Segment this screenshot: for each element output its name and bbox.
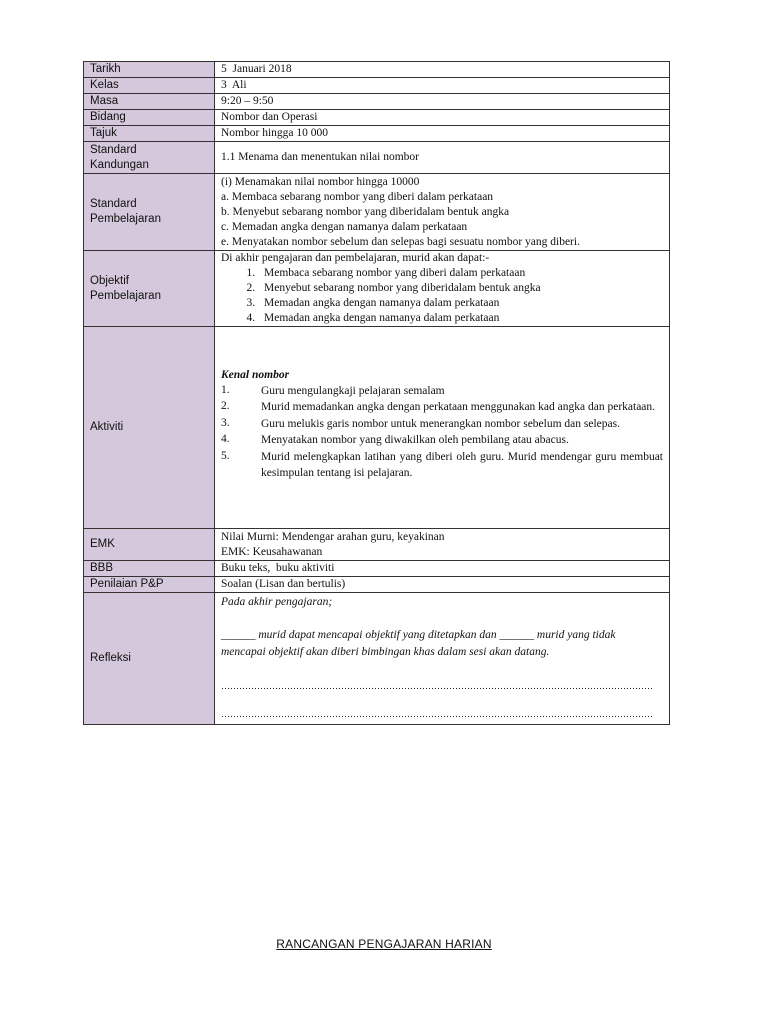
refleksi-line: Pada akhir pengajaran; xyxy=(221,596,333,608)
label-objektif xyxy=(84,251,215,327)
value-standard-pembelajaran xyxy=(215,174,670,251)
label-tajuk: Tajuk xyxy=(84,126,215,142)
value-penilaian: Soalan (Lisan dan bertulis) xyxy=(215,577,670,593)
emk-line: EMK: Keusahawanan xyxy=(221,545,323,558)
value-kelas: 3 Ali xyxy=(215,78,670,94)
item-number: 5. xyxy=(221,449,230,462)
value-masa: 9:20 – 9:50 xyxy=(215,94,670,110)
item-text: Guru mengulangkaji pelajaran semalam xyxy=(261,384,445,397)
objektif-intro: Di akhir pengajaran dan pembelajaran, murid akan dapat:- xyxy=(221,252,490,264)
list-item xyxy=(221,383,663,400)
label-aktiviti: Aktiviti xyxy=(84,327,215,529)
label-line: Objektif xyxy=(90,274,129,287)
row-bidang xyxy=(84,110,670,126)
refleksi-dotted-line: ……………………………………………………………………………………………………………………………… xyxy=(221,709,653,719)
item-number: 2. xyxy=(221,400,230,412)
value-standard-kandungan: 1.1 Menama dan menentukan nilai nombor xyxy=(215,142,670,174)
refleksi-line: ______ murid dapat mencapai objektif yang ditetapkan dan ______ murid yang tidak xyxy=(221,629,616,641)
row-objektif xyxy=(84,251,670,327)
item-text: Murid melengkapkan latihan yang diberi oleh guru. Murid mendengar guru membuat kesimpulan tentang isi pelajaran. xyxy=(261,450,663,479)
value-tarikh: 5 Januari 2018 xyxy=(215,62,670,78)
label-emk: EMK xyxy=(84,529,215,561)
label-tarikh: Tarikh xyxy=(84,62,215,78)
value-bbb: Buku teks, buku aktiviti xyxy=(215,561,670,577)
refleksi-dotted-line: ……………………………………………………………………………………………………………………………… xyxy=(221,681,653,691)
list-item xyxy=(221,399,663,416)
aktiviti-list xyxy=(221,383,663,482)
sp-line: a. Membaca sebarang nombor yang diberi dalam perkataan xyxy=(221,190,494,203)
list-item: 3. Memadan angka dengan namanya dalam perkataan xyxy=(258,296,663,311)
refleksi-line: mencapai objektif akan diberi bimbingan khas dalam sesi akan datang. xyxy=(221,646,550,658)
item-text: Guru melukis garis nombor untuk menerangkan nombor sebelum dan selepas. xyxy=(261,417,620,430)
row-kelas xyxy=(84,78,670,94)
row-standard-kandungan xyxy=(84,142,670,174)
row-tarikh xyxy=(84,62,670,78)
aktiviti-heading: Kenal nombor xyxy=(221,368,290,381)
item-number: 1. xyxy=(221,383,230,396)
list-item: 4. Memadan angka dengan namanya dalam perkataan xyxy=(258,311,663,326)
list-item xyxy=(221,432,663,449)
list-item: 2. Menyebut sebarang nombor yang diberidalam bentuk angka xyxy=(258,281,663,296)
label-standard-kandungan xyxy=(84,142,215,174)
label-line: Kandungan xyxy=(90,158,149,171)
row-standard-pembelajaran xyxy=(84,174,670,251)
value-emk xyxy=(215,529,670,561)
label-bidang: Bidang xyxy=(84,110,215,126)
label-line: Standard xyxy=(90,198,137,210)
row-refleksi xyxy=(84,593,670,725)
value-refleksi xyxy=(215,593,670,725)
label-refleksi: Refleksi xyxy=(84,593,215,725)
value-bidang: Nombor dan Operasi xyxy=(215,110,670,126)
list-item xyxy=(221,449,663,482)
objektif-list xyxy=(221,266,663,326)
list-item xyxy=(221,416,663,433)
sp-line: b. Menyebut sebarang nombor yang diberidalam bentuk angka xyxy=(221,205,510,218)
list-item: 1. Membaca sebarang nombor yang diberi dalam perkataan xyxy=(258,266,663,281)
label-bbb: BBB xyxy=(84,561,215,577)
emk-line: Nilai Murni: Mendengar arahan guru, keyakinan xyxy=(221,530,445,543)
page-title: RANCANGAN PENGAJARAN HARIAN xyxy=(276,937,492,951)
row-tajuk xyxy=(84,126,670,142)
label-kelas: Kelas xyxy=(84,78,215,94)
row-emk xyxy=(84,529,670,561)
label-line: Standard xyxy=(90,143,137,156)
item-text: Menyatakan nombor yang diwakilkan oleh pembilang atau abacus. xyxy=(261,434,569,446)
row-penilaian xyxy=(84,577,670,593)
label-masa: Masa xyxy=(84,94,215,110)
sp-line: e. Menyatakan nombor sebelum dan selepas bagi sesuatu nombor yang diberi. xyxy=(221,235,580,248)
value-objektif xyxy=(215,251,670,327)
value-tajuk: Nombor hingga 10 000 xyxy=(215,126,670,142)
item-number: 4. xyxy=(221,433,230,445)
sp-line: (i) Menamakan nilai nombor hingga 10000 xyxy=(221,175,420,188)
label-line: Pembelajaran xyxy=(90,289,161,302)
item-text: Murid memadankan angka dengan perkataan menggunakan kad angka dan perkataan. xyxy=(261,401,656,413)
row-aktiviti xyxy=(84,327,670,529)
value-aktiviti xyxy=(215,327,670,529)
label-line: Pembelajaran xyxy=(90,213,161,225)
item-number: 3. xyxy=(221,416,230,429)
label-penilaian: Penilaian P&P xyxy=(84,577,215,593)
lesson-plan-table xyxy=(83,61,670,725)
label-standard-pembelajaran xyxy=(84,174,215,251)
row-bbb xyxy=(84,561,670,577)
sp-line: c. Memadan angka dengan namanya dalam perkataan xyxy=(221,220,468,233)
row-masa xyxy=(84,94,670,110)
